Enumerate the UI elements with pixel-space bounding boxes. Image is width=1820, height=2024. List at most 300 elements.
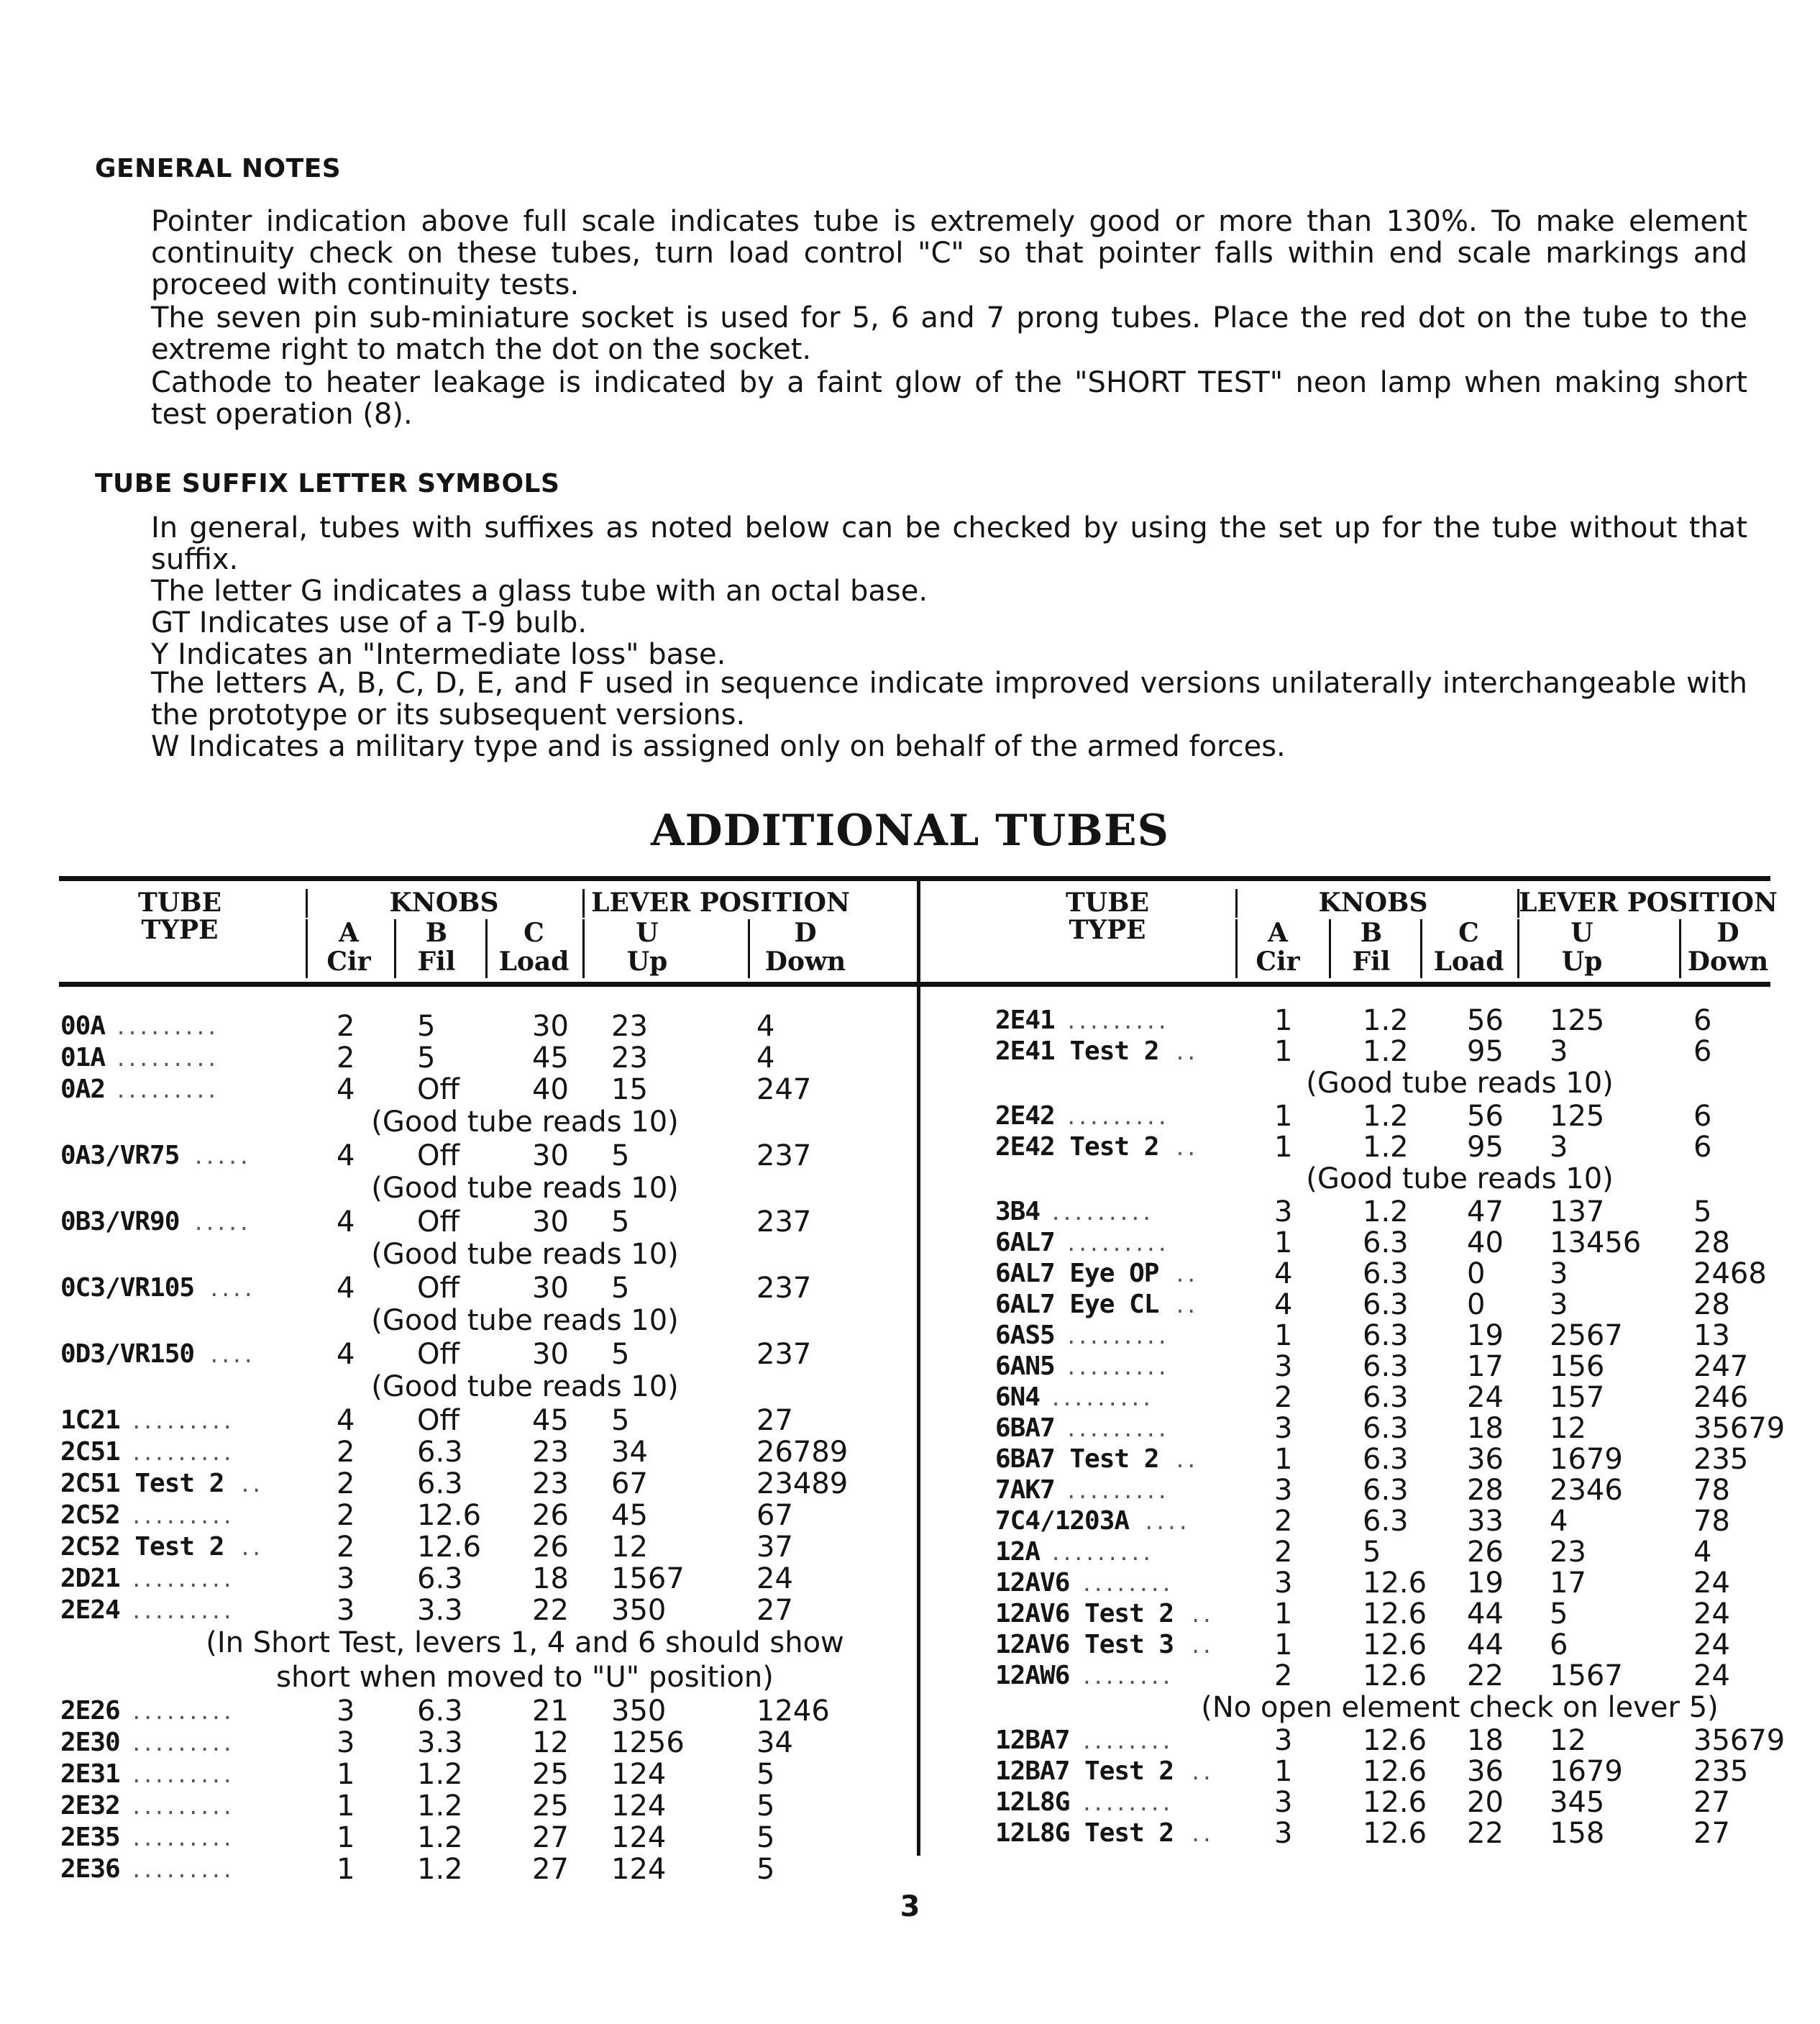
knob-a-cir: 2 — [337, 1010, 355, 1043]
leader-dots: .. — [1192, 1819, 1215, 1848]
knob-b-fil: 3.3 — [417, 1594, 463, 1627]
header-lever-position: LEVER POSITION — [591, 888, 850, 918]
table-row — [0, 1228, 1820, 1258]
lever-u-up: 350 — [611, 1594, 667, 1627]
knob-c-load: 26 — [532, 1499, 569, 1532]
knob-a-cir: 4 — [337, 1338, 355, 1371]
knob-c-load: 12 — [532, 1726, 569, 1759]
knob-c-load: 30 — [532, 1338, 569, 1371]
lever-u-up: 67 — [611, 1467, 648, 1500]
tube-type: 1C21 — [60, 1405, 120, 1435]
table-note: (Good tube reads 10) — [371, 1172, 679, 1205]
table-note: (Good tube reads 10) — [1306, 1067, 1614, 1100]
lever-u-up: 1567 — [611, 1562, 685, 1595]
lever-u-up: 350 — [611, 1695, 667, 1728]
leader-dots: ......... — [1067, 1476, 1170, 1505]
lever-d-down: 23489 — [756, 1467, 849, 1500]
knob-a-cir: 3 — [1274, 1786, 1293, 1819]
table-row — [0, 1132, 1820, 1162]
table-note: (No open element check on lever 5) — [1201, 1691, 1719, 1724]
lever-u-up: 13456 — [1550, 1226, 1642, 1259]
knob-a-cir: 2 — [337, 1467, 355, 1500]
leader-dots: ......... — [132, 1406, 235, 1435]
lever-d-down: 26789 — [756, 1436, 849, 1469]
tube-type: 12L8G Test 2 — [995, 1818, 1174, 1848]
tube-type: 00A — [60, 1011, 106, 1041]
table-row — [0, 1413, 1820, 1444]
knob-a-cir: 4 — [337, 1205, 355, 1239]
knob-b-fil: 1.2 — [417, 1758, 463, 1791]
lever-u-up: 5 — [611, 1139, 630, 1172]
header-d-sub: Down — [764, 947, 846, 977]
knob-b-fil: 5 — [417, 1041, 436, 1075]
knob-a-cir: 2 — [1274, 1659, 1293, 1692]
header-a: A — [339, 918, 359, 948]
knob-b-fil: 6.3 — [1363, 1350, 1409, 1383]
leader-dots: .. — [241, 1533, 265, 1562]
lever-d-down: 6 — [1693, 1100, 1712, 1133]
header-b-sub: Fil — [1352, 947, 1391, 977]
tube-type: 2E41 — [995, 1006, 1055, 1035]
table-row — [0, 1321, 1820, 1351]
knob-c-load: 36 — [1467, 1755, 1504, 1788]
leader-dots: ......... — [132, 1855, 235, 1884]
leader-dots: ......... — [132, 1823, 235, 1852]
header-lever-position: LEVER POSITION — [1519, 888, 1778, 918]
leader-dots: ......... — [1067, 1006, 1170, 1035]
header-c: C — [1458, 918, 1479, 948]
knob-a-cir: 1 — [1274, 1319, 1293, 1352]
tube-type: 6AL7 — [995, 1228, 1055, 1257]
knob-a-cir: 3 — [1274, 1412, 1293, 1445]
knob-c-load: 95 — [1467, 1035, 1504, 1068]
table-row — [0, 1475, 1820, 1505]
lever-d-down: 27 — [756, 1594, 793, 1627]
knob-c-load: 25 — [532, 1790, 569, 1823]
knob-c-load: 56 — [1467, 1004, 1504, 1037]
table-row — [0, 1756, 1820, 1787]
table-row — [0, 1818, 1820, 1849]
table-note: (Good tube reads 10) — [371, 1106, 679, 1139]
knob-b-fil: 6.3 — [417, 1467, 463, 1500]
general-note-paragraph: Pointer indication above full scale indicates tube is extremely good or more than 130%. To make element continuity check on these tubes, turn load control "C" so that pointer falls within end scale markings and proceed with continuity tests. — [151, 205, 1747, 301]
knob-a-cir: 1 — [1274, 1755, 1293, 1788]
knob-b-fil: 12.6 — [1363, 1724, 1427, 1757]
table-row — [0, 1290, 1820, 1320]
lever-u-up: 3 — [1550, 1131, 1568, 1164]
knob-b-fil: 6.3 — [1363, 1474, 1409, 1507]
knob-b-fil: 6.3 — [417, 1695, 463, 1728]
leader-dots: ......... — [1067, 1352, 1170, 1381]
table-note: short when moved to "U" position) — [276, 1661, 774, 1694]
lever-u-up: 15 — [611, 1073, 648, 1106]
knob-a-cir: 1 — [1274, 1628, 1293, 1661]
table-row — [0, 1382, 1820, 1413]
knob-b-fil: 12.6 — [1363, 1786, 1427, 1819]
lever-u-up: 1679 — [1550, 1755, 1623, 1788]
lever-u-up: 5 — [1550, 1597, 1568, 1631]
knob-c-load: 45 — [532, 1041, 569, 1075]
knob-c-load: 21 — [532, 1695, 569, 1728]
knob-b-fil: 6.3 — [1363, 1288, 1409, 1321]
lever-d-down: 237 — [756, 1205, 812, 1239]
leader-dots: .. — [1176, 1290, 1199, 1319]
leader-dots: ......... — [1067, 1414, 1170, 1443]
table-note: (Good tube reads 10) — [371, 1238, 679, 1271]
tube-type: 2C51 — [60, 1437, 120, 1467]
table-note: (Good tube reads 10) — [1306, 1162, 1614, 1195]
table-row — [0, 1787, 1820, 1818]
knob-b-fil: Off — [417, 1205, 460, 1239]
knob-b-fil: 1.2 — [417, 1853, 463, 1886]
knob-a-cir: 1 — [337, 1758, 355, 1791]
lever-d-down: 24 — [1693, 1628, 1730, 1661]
header-tube-type: TUBE TYPE — [1065, 888, 1150, 945]
knob-b-fil: 1.2 — [417, 1790, 463, 1823]
knob-a-cir: 3 — [1274, 1350, 1293, 1383]
knob-a-cir: 4 — [337, 1404, 355, 1437]
lever-d-down: 35679 — [1693, 1412, 1785, 1445]
leader-dots: .... — [210, 1274, 256, 1303]
tube-type: 2E35 — [60, 1823, 120, 1852]
knob-a-cir: 2 — [1274, 1381, 1293, 1414]
knob-b-fil: 1.2 — [1363, 1195, 1409, 1228]
knob-b-fil: 1.2 — [417, 1821, 463, 1854]
knob-a-cir: 1 — [1274, 1004, 1293, 1037]
knob-a-cir: 3 — [337, 1695, 355, 1728]
knob-c-load: 44 — [1467, 1597, 1504, 1631]
lever-u-up: 125 — [1550, 1100, 1605, 1133]
leader-dots: ......... — [1051, 1538, 1155, 1567]
table-note: (Good tube reads 10) — [371, 1370, 679, 1403]
lever-d-down: 247 — [756, 1073, 812, 1106]
lever-d-down: 237 — [756, 1338, 812, 1371]
knob-b-fil: 3.3 — [417, 1726, 463, 1759]
tube-type: 6AL7 Eye OP — [995, 1259, 1159, 1288]
leader-dots: .. — [1176, 1133, 1199, 1162]
knob-b-fil: 12.6 — [1363, 1597, 1427, 1631]
leader-dots: ......... — [1051, 1198, 1155, 1226]
lever-d-down: 247 — [1693, 1350, 1749, 1383]
page-number: 3 — [900, 1890, 920, 1923]
header-a-sub: Cir — [326, 947, 371, 977]
table-row — [0, 1724, 1820, 1759]
lever-u-up: 1679 — [1550, 1443, 1623, 1476]
knob-b-fil: 6.3 — [1363, 1381, 1409, 1414]
knob-a-cir: 2 — [337, 1436, 355, 1469]
lever-u-up: 34 — [611, 1436, 648, 1469]
leader-dots: ......... — [1067, 1102, 1170, 1131]
knob-c-load: 24 — [1467, 1381, 1504, 1414]
tube-type: 12AV6 — [995, 1568, 1070, 1597]
knob-b-fil: Off — [417, 1338, 460, 1371]
knob-c-load: 40 — [532, 1073, 569, 1106]
lever-d-down: 24 — [1693, 1567, 1730, 1600]
knob-c-load: 27 — [532, 1853, 569, 1886]
knob-c-load: 26 — [532, 1531, 569, 1564]
knob-c-load: 47 — [1467, 1195, 1504, 1228]
tube-type: 6BA7 — [995, 1413, 1055, 1443]
leader-dots: .. — [1192, 1600, 1215, 1628]
tube-type: 0A3/VR75 — [60, 1141, 180, 1170]
tube-type: 2E26 — [60, 1696, 120, 1726]
tube-type: 0B3/VR90 — [60, 1207, 180, 1236]
tube-type: 2E42 — [995, 1101, 1055, 1131]
knob-c-load: 22 — [1467, 1659, 1504, 1692]
leader-dots: ..... — [194, 1141, 252, 1170]
leader-dots: ......... — [132, 1501, 235, 1530]
leader-dots: ......... — [1067, 1228, 1170, 1257]
lever-d-down: 67 — [756, 1499, 793, 1532]
knob-b-fil: 12.6 — [417, 1531, 482, 1564]
lever-u-up: 5 — [611, 1404, 630, 1437]
knob-b-fil: 12.6 — [1363, 1755, 1427, 1788]
tube-type: 2E42 Test 2 — [995, 1132, 1159, 1162]
leader-dots: ......... — [132, 1728, 235, 1757]
knob-c-load: 20 — [1467, 1786, 1504, 1819]
leader-dots: .. — [1192, 1631, 1215, 1659]
knob-c-load: 22 — [1467, 1817, 1504, 1850]
table-row — [0, 1197, 1820, 1227]
knob-a-cir: 4 — [1274, 1257, 1293, 1290]
lever-d-down: 5 — [756, 1853, 775, 1886]
suffix-paragraph: W Indicates a military type and is assigned only on behalf of the armed forces. — [151, 730, 1286, 763]
lever-d-down: 237 — [756, 1139, 812, 1172]
knob-a-cir: 3 — [1274, 1567, 1293, 1600]
lever-d-down: 24 — [1693, 1659, 1730, 1692]
lever-u-up: 125 — [1550, 1004, 1605, 1037]
tube-type: 2E32 — [60, 1791, 120, 1820]
knob-b-fil: 12.6 — [1363, 1817, 1427, 1850]
lever-d-down: 4 — [756, 1010, 775, 1043]
knob-a-cir: 3 — [1274, 1724, 1293, 1757]
lever-u-up: 17 — [1550, 1567, 1586, 1600]
tube-type: 2E31 — [60, 1759, 120, 1789]
lever-u-up: 6 — [1550, 1628, 1568, 1661]
knob-c-load: 18 — [1467, 1412, 1504, 1445]
knob-a-cir: 3 — [337, 1594, 355, 1627]
knob-b-fil: 1.2 — [1363, 1100, 1409, 1133]
knob-c-load: 26 — [1467, 1536, 1504, 1569]
lever-u-up: 156 — [1550, 1350, 1605, 1383]
knob-a-cir: 3 — [337, 1562, 355, 1595]
header-b-sub: Fil — [417, 947, 456, 977]
knob-a-cir: 3 — [1274, 1817, 1293, 1850]
knob-a-cir: 1 — [1274, 1443, 1293, 1476]
leader-dots: ......... — [116, 1012, 220, 1041]
knob-c-load: 30 — [532, 1139, 569, 1172]
table-row — [0, 1854, 1820, 1884]
knob-c-load: 36 — [1467, 1443, 1504, 1476]
table-row — [0, 1444, 1820, 1474]
lever-d-down: 235 — [1693, 1755, 1749, 1788]
lever-u-up: 23 — [1550, 1536, 1586, 1569]
lever-d-down: 34 — [756, 1726, 793, 1759]
knob-c-load: 30 — [532, 1272, 569, 1305]
lever-u-up: 23 — [611, 1041, 648, 1075]
suffix-paragraph: The letters A, B, C, D, E, and F used in sequence indicate improved versions unilaterally interchangeable with the prototype or its subsequent versions. — [151, 667, 1747, 731]
lever-u-up: 3 — [1550, 1288, 1568, 1321]
knob-b-fil: 6.3 — [417, 1562, 463, 1595]
lever-u-up: 124 — [611, 1853, 667, 1886]
suffix-symbols-heading: TUBE SUFFIX LETTER SYMBOLS — [95, 469, 560, 498]
knob-c-load: 18 — [1467, 1724, 1504, 1757]
lever-u-up: 137 — [1550, 1195, 1605, 1228]
table-row — [0, 1351, 1820, 1382]
leader-dots: ......... — [132, 1697, 235, 1726]
leader-dots: .... — [210, 1340, 256, 1369]
knob-c-load: 0 — [1467, 1257, 1486, 1290]
general-notes-heading: GENERAL NOTES — [95, 154, 342, 183]
lever-d-down: 28 — [1693, 1226, 1730, 1259]
knob-a-cir: 3 — [1274, 1474, 1293, 1507]
table-row — [0, 1630, 1820, 1660]
header-u-sub: Up — [626, 947, 668, 977]
tube-type: 2E41 Test 2 — [995, 1036, 1159, 1066]
tube-type: 01A — [60, 1043, 106, 1072]
tube-type: 0C3/VR105 — [60, 1273, 195, 1303]
knob-c-load: 25 — [532, 1758, 569, 1791]
tube-type: 3B4 — [995, 1197, 1041, 1226]
lever-d-down: 27 — [756, 1404, 793, 1437]
header-u-sub: Up — [1561, 947, 1603, 977]
leader-dots: ......... — [132, 1760, 235, 1789]
lever-d-down: 1246 — [756, 1695, 830, 1728]
knob-b-fil: 1.2 — [1363, 1004, 1409, 1037]
tube-type: 12A — [995, 1537, 1041, 1567]
lever-d-down: 35679 — [1693, 1724, 1785, 1757]
tube-type: 2C52 Test 2 — [60, 1532, 224, 1562]
table-row — [0, 1006, 1820, 1036]
leader-dots: .. — [1176, 1037, 1199, 1066]
tube-type: 6AS5 — [995, 1321, 1055, 1350]
lever-u-up: 1256 — [611, 1726, 685, 1759]
knob-c-load: 40 — [1467, 1226, 1504, 1259]
table-row — [0, 1101, 1820, 1131]
knob-b-fil: Off — [417, 1073, 460, 1106]
leader-dots: ......... — [132, 1564, 235, 1593]
header-u: U — [1570, 918, 1593, 948]
table-row — [0, 1659, 1820, 1694]
lever-u-up: 345 — [1550, 1786, 1605, 1819]
knob-c-load: 23 — [532, 1436, 569, 1469]
knob-c-load: 56 — [1467, 1100, 1504, 1133]
lever-d-down: 13 — [1693, 1319, 1730, 1352]
knob-a-cir: 1 — [1274, 1035, 1293, 1068]
lever-d-down: 5 — [756, 1790, 775, 1823]
leader-dots: ..... — [194, 1208, 252, 1236]
knob-c-load: 23 — [532, 1467, 569, 1500]
lever-u-up: 124 — [611, 1821, 667, 1854]
lever-u-up: 12 — [1550, 1724, 1586, 1757]
general-note-paragraph: The seven pin sub-miniature socket is used for 5, 6 and 7 prong tubes. Place the red dot on the tube to the extreme right to match the dot on the socket. — [151, 301, 1747, 366]
lever-u-up: 158 — [1550, 1817, 1605, 1850]
knob-b-fil: 6.3 — [1363, 1226, 1409, 1259]
knob-c-load: 95 — [1467, 1131, 1504, 1164]
lever-d-down: 37 — [756, 1531, 793, 1564]
header-tube-type: TUBE TYPE — [137, 888, 222, 945]
table-row — [0, 1599, 1820, 1629]
lever-d-down: 4 — [756, 1041, 775, 1075]
knob-c-load: 30 — [532, 1010, 569, 1043]
lever-d-down: 237 — [756, 1272, 812, 1305]
knob-b-fil: 1.2 — [1363, 1035, 1409, 1068]
suffix-paragraph: The letter G indicates a glass tube with an octal base. — [151, 575, 928, 608]
tube-type: 12L8G — [995, 1787, 1070, 1817]
knob-c-load: 19 — [1467, 1319, 1504, 1352]
knob-c-load: 28 — [1467, 1474, 1504, 1507]
table-top-rule — [59, 876, 1770, 881]
lever-u-up: 5 — [611, 1205, 630, 1239]
knob-a-cir: 2 — [337, 1531, 355, 1564]
knob-b-fil: 1.2 — [1363, 1131, 1409, 1164]
tube-type: 0A2 — [60, 1075, 106, 1104]
knob-a-cir: 1 — [1274, 1131, 1293, 1164]
tube-type: 2E36 — [60, 1854, 120, 1884]
lever-d-down: 78 — [1693, 1505, 1730, 1538]
tube-type: 12BA7 — [995, 1726, 1070, 1755]
lever-u-up: 124 — [611, 1790, 667, 1823]
knob-a-cir: 2 — [1274, 1505, 1293, 1538]
knob-a-cir: 4 — [1274, 1288, 1293, 1321]
knob-a-cir: 1 — [337, 1853, 355, 1886]
knob-a-cir: 3 — [337, 1726, 355, 1759]
header-d-sub: Down — [1687, 947, 1769, 977]
tube-type: 6BA7 Test 2 — [995, 1444, 1159, 1474]
knob-b-fil: Off — [417, 1272, 460, 1305]
lever-u-up: 157 — [1550, 1381, 1605, 1414]
tube-type: 2D21 — [60, 1564, 120, 1593]
lever-u-up: 12 — [611, 1531, 648, 1564]
header-u: U — [636, 918, 659, 948]
knob-b-fil: 6.3 — [417, 1436, 463, 1469]
table-note: (Good tube reads 10) — [371, 1304, 679, 1337]
knob-b-fil: Off — [417, 1404, 460, 1437]
header-d: D — [1716, 918, 1739, 948]
knob-a-cir: 1 — [1274, 1226, 1293, 1259]
knob-c-load: 19 — [1467, 1567, 1504, 1600]
lever-u-up: 3 — [1550, 1257, 1568, 1290]
knob-a-cir: 2 — [1274, 1536, 1293, 1569]
knob-c-load: 44 — [1467, 1628, 1504, 1661]
leader-dots: ......... — [132, 1438, 235, 1467]
lever-d-down: 24 — [756, 1562, 793, 1595]
lever-u-up: 12 — [1550, 1412, 1586, 1445]
tube-type: 2E30 — [60, 1728, 120, 1757]
leader-dots: .. — [1192, 1757, 1215, 1786]
lever-d-down: 78 — [1693, 1474, 1730, 1507]
header-c-sub: Load — [498, 947, 570, 977]
knob-b-fil: 6.3 — [1363, 1412, 1409, 1445]
knob-c-load: 30 — [532, 1205, 569, 1239]
lever-d-down: 5 — [756, 1821, 775, 1854]
knob-b-fil: Off — [417, 1139, 460, 1172]
tube-type: 7AK7 — [995, 1475, 1055, 1505]
lever-d-down: 2468 — [1693, 1257, 1767, 1290]
lever-d-down: 235 — [1693, 1443, 1749, 1476]
leader-dots: ......... — [132, 1792, 235, 1820]
tube-type: 6AL7 Eye CL — [995, 1290, 1159, 1319]
leader-dots: ......... — [116, 1075, 220, 1104]
knob-b-fil: 6.3 — [1363, 1319, 1409, 1352]
knob-a-cir: 4 — [337, 1139, 355, 1172]
lever-d-down: 24 — [1693, 1597, 1730, 1631]
knob-c-load: 45 — [532, 1404, 569, 1437]
lever-d-down: 5 — [1693, 1195, 1712, 1228]
tube-type: 2C52 — [60, 1500, 120, 1530]
lever-d-down: 6 — [1693, 1035, 1712, 1068]
knob-b-fil: 12.6 — [417, 1499, 482, 1532]
